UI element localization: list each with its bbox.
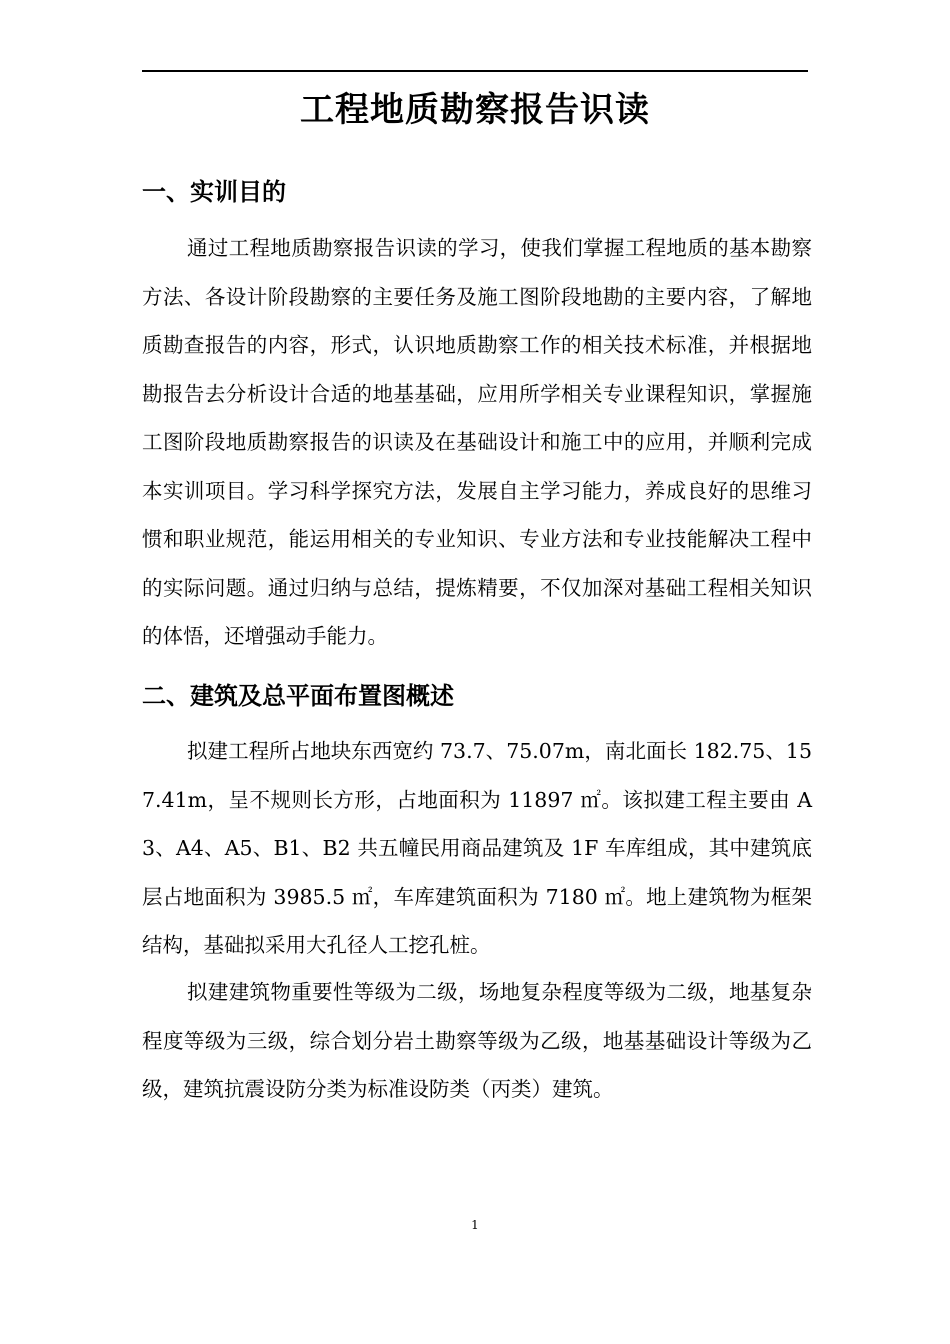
paragraph-training-purpose: 通过工程地质勘察报告识读的学习，使我们掌握工程地质的基本勘察方法、各设计阶段勘察的主要任务及施工图阶段地勘的主要内容，了解地质勘查报告的内容，形式，认识地质勘察工作的相关技术标准，并根据地勘报告去分析设计合适的地基基础，应用所学相关专业课程知识，掌握施工图阶段地质勘察报告的识读及在基础设计和施工中的应用，并顺利完成本实训项目。学习科学探究方法，发展自主学习能力，养成良好的思维习惯和职业规范，能运用相关的专业知识、专业方法和专业技能解决工程中的实际问题。通过归纳与总结，提炼精要，不仅加深对基础工程相关知识的体悟，还增强动手能力。 [142,236,812,648]
section-heading-building-overview: 二、建筑及总平面布置图概述 [142,682,454,710]
section-heading-training-purpose: 一、实训目的 [142,178,286,206]
page-number: 1 [471,1218,479,1232]
document-title: 工程地质勘察报告识读 [300,90,650,130]
paragraph-site-description: 拟建工程所占地块东西宽约 73.7、75.07m，南北面长 182.75、157.41m，呈不规则长方形，占地面积为 11897 ㎡。该拟建工程主要由 A3、A4、A5、B1、B2 共五幢民用商品建筑及 1F 车库组成，其中建筑底层占地面积为 3985.5 ㎡，车库建筑面积为 7180 ㎡。地上建筑物为框架结构，基础拟采用大孔径人工挖孔桩。 [142,739,812,957]
header-rule [142,70,808,72]
paragraph-classification-grades: 拟建建筑物重要性等级为二级，场地复杂程度等级为二级，地基复杂程度等级为三级，综合划分岩土勘察等级为乙级，地基基础设计等级为乙级，建筑抗震设防分类为标准设防类（丙类）建筑。 [142,980,812,1101]
